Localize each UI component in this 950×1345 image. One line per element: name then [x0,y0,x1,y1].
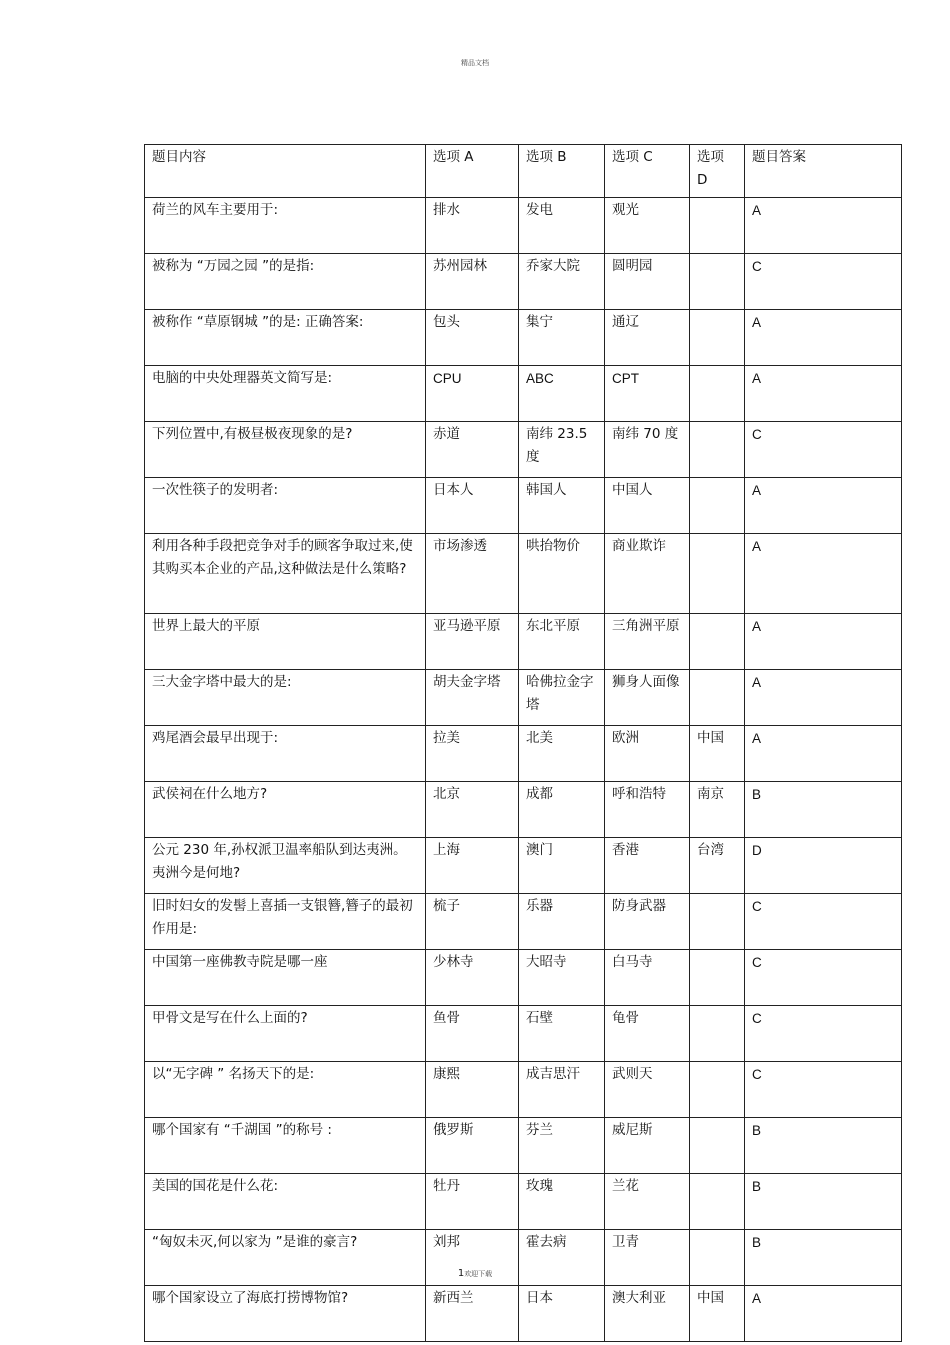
option-c-cell: 狮身人面像 [605,670,690,726]
option-d-cell [690,422,745,478]
option-b-cell: 澳门 [519,838,605,894]
option-b-cell: 成都 [519,782,605,838]
question-cell: 三大金字塔中最大的是: [145,670,426,726]
answer-cell: B [745,782,902,838]
header-option-c: 选项 C [605,145,690,198]
table-row [145,198,902,254]
option-b-cell: 霍去病 [519,1230,605,1286]
question-cell: 鸡尾酒会最早出现于: [145,726,426,782]
option-a-cell: 日本人 [426,478,519,534]
option-c-cell: 澳大利亚 [605,1286,690,1342]
option-c-cell: CPT [605,366,690,422]
option-d-cell [690,1118,745,1174]
option-a-cell: 新西兰 [426,1286,519,1342]
answer-cell: C [745,950,902,1006]
option-d-cell [690,310,745,366]
answer-cell: A [745,366,902,422]
option-a-cell: 鱼骨 [426,1006,519,1062]
question-cell: 哪个国家设立了海底打捞博物馆? [145,1286,426,1342]
answer-cell: D [745,838,902,894]
option-c-cell: 三角洲平原 [605,614,690,670]
option-d-cell [690,254,745,310]
option-c-cell: 武则天 [605,1062,690,1118]
table-row [145,254,902,310]
option-c-cell: 圆明园 [605,254,690,310]
answer-cell: C [745,1062,902,1118]
answer-cell: A [745,310,902,366]
option-b-cell: 北美 [519,726,605,782]
answer-cell: B [745,1118,902,1174]
option-d-cell: 台湾 [690,838,745,894]
option-d-cell [690,614,745,670]
answer-cell: C [745,1006,902,1062]
table-row [145,1174,902,1230]
answer-cell: C [745,254,902,310]
option-b-cell: ABC [519,366,605,422]
question-cell: 美国的国花是什么花: [145,1174,426,1230]
question-cell: 下列位置中,有极昼极夜现象的是? [145,422,426,478]
table-row [145,670,902,726]
question-cell: “匈奴未灭,何以家为 ”是谁的豪言? [145,1230,426,1286]
answer-cell: B [745,1230,902,1286]
header-option-d: 选项 D [690,145,745,198]
option-d-cell [690,1062,745,1118]
footer-note-text: 欢迎下载 [464,1270,493,1278]
table-row [145,782,902,838]
option-d-cell [690,1174,745,1230]
option-a-cell: 市场渗透 [426,534,519,614]
option-a-cell: 北京 [426,782,519,838]
option-d-cell: 中国 [690,726,745,782]
option-b-cell: 乐器 [519,894,605,950]
header-answer: 题目答案 [745,145,902,198]
option-b-cell: 发电 [519,198,605,254]
table-row [145,1062,902,1118]
option-a-cell: 包头 [426,310,519,366]
answer-cell: A [745,726,902,782]
option-c-cell: 观光 [605,198,690,254]
option-b-cell: 玫瑰 [519,1174,605,1230]
option-a-cell: 少林寺 [426,950,519,1006]
option-c-cell: 商业欺诈 [605,534,690,614]
option-d-cell [690,534,745,614]
table-row [145,310,902,366]
option-a-cell: 排水 [426,198,519,254]
option-a-cell: 牡丹 [426,1174,519,1230]
quiz-table [144,144,902,1342]
question-cell: 甲骨文是写在什么上面的? [145,1006,426,1062]
page-footer [0,1268,950,1279]
table-row [145,614,902,670]
question-cell: 被称作 “草原钢城 ”的是: 正确答案: [145,310,426,366]
page-header-note: 精品文档 [461,59,489,67]
option-a-cell: 俄罗斯 [426,1118,519,1174]
answer-cell: C [745,422,902,478]
option-c-cell: 欧洲 [605,726,690,782]
header-question: 题目内容 [145,145,426,198]
question-cell: 旧时妇女的发髻上喜插一支银簪,簪子的最初作用是: [145,894,426,950]
answer-cell: A [745,670,902,726]
option-b-cell: 石壁 [519,1006,605,1062]
answer-cell: A [745,534,902,614]
option-a-cell: 亚马逊平原 [426,614,519,670]
question-cell: 利用各种手段把竞争对手的顾客争取过来,使其购买本企业的产品,这种做法是什么策略? [145,534,426,614]
option-d-cell: 中国 [690,1286,745,1342]
table-row [145,894,902,950]
option-b-cell: 乔家大院 [519,254,605,310]
table-row [145,1286,902,1342]
option-d-cell [690,198,745,254]
option-c-cell: 中国人 [605,478,690,534]
option-d-cell [690,1006,745,1062]
option-a-cell: 刘邦 [426,1230,519,1286]
header-option-b: 选项 B [519,145,605,198]
question-cell: 以“无字碑 ” 名扬天下的是: [145,1062,426,1118]
answer-cell: A [745,1286,902,1342]
option-c-cell: 通辽 [605,310,690,366]
question-cell: 武侯祠在什么地方? [145,782,426,838]
option-c-cell: 南纬 70 度 [605,422,690,478]
option-d-cell [690,894,745,950]
option-b-cell: 日本 [519,1286,605,1342]
option-b-cell: 集宁 [519,310,605,366]
option-b-cell: 东北平原 [519,614,605,670]
option-b-cell: 成吉思汗 [519,1062,605,1118]
option-d-cell [690,950,745,1006]
table-header-row [145,145,902,198]
option-a-cell: 苏州园林 [426,254,519,310]
answer-cell: A [745,478,902,534]
option-b-cell: 哄抬物价 [519,534,605,614]
option-b-cell: 南纬 23.5 度 [519,422,605,478]
option-b-cell: 韩国人 [519,478,605,534]
option-c-cell: 呼和浩特 [605,782,690,838]
option-d-cell [690,670,745,726]
option-d-cell [690,366,745,422]
option-b-cell: 哈佛拉金字塔 [519,670,605,726]
table-row [145,1118,902,1174]
question-cell: 中国第一座佛教寺院是哪一座 [145,950,426,1006]
option-d-cell: 南京 [690,782,745,838]
table-row [145,478,902,534]
header-option-a: 选项 A [426,145,519,198]
option-c-cell: 龟骨 [605,1006,690,1062]
answer-cell: A [745,198,902,254]
option-c-cell: 兰花 [605,1174,690,1230]
answer-cell: B [745,1174,902,1230]
table-row [145,366,902,422]
option-c-cell: 防身武器 [605,894,690,950]
option-c-cell: 威尼斯 [605,1118,690,1174]
table-row [145,726,902,782]
option-a-cell: 康熙 [426,1062,519,1118]
question-cell: 一次性筷子的发明者: [145,478,426,534]
table-row [145,950,902,1006]
table-row [145,1006,902,1062]
option-c-cell: 卫青 [605,1230,690,1286]
option-b-cell: 大昭寺 [519,950,605,1006]
option-d-cell [690,478,745,534]
answer-cell: C [745,894,902,950]
answer-cell: A [745,614,902,670]
option-a-cell: 胡夫金字塔 [426,670,519,726]
table-row [145,838,902,894]
option-a-cell: 拉美 [426,726,519,782]
question-cell: 电脑的中央处理器英文简写是: [145,366,426,422]
option-c-cell: 香港 [605,838,690,894]
table-row [145,422,902,478]
question-cell: 荷兰的风车主要用于: [145,198,426,254]
option-a-cell: CPU [426,366,519,422]
question-cell: 被称为 “万园之园 ”的是指: [145,254,426,310]
question-cell: 哪个国家有 “千湖国 ”的称号 : [145,1118,426,1174]
option-b-cell: 芬兰 [519,1118,605,1174]
question-cell: 公元 230 年,孙权派卫温率船队到达夷洲。夷洲今是何地? [145,838,426,894]
option-c-cell: 白马寺 [605,950,690,1006]
page-number: 1 [457,1268,465,1279]
option-a-cell: 梳子 [426,894,519,950]
table-row [145,534,902,614]
question-cell: 世界上最大的平原 [145,614,426,670]
option-a-cell: 赤道 [426,422,519,478]
option-a-cell: 上海 [426,838,519,894]
